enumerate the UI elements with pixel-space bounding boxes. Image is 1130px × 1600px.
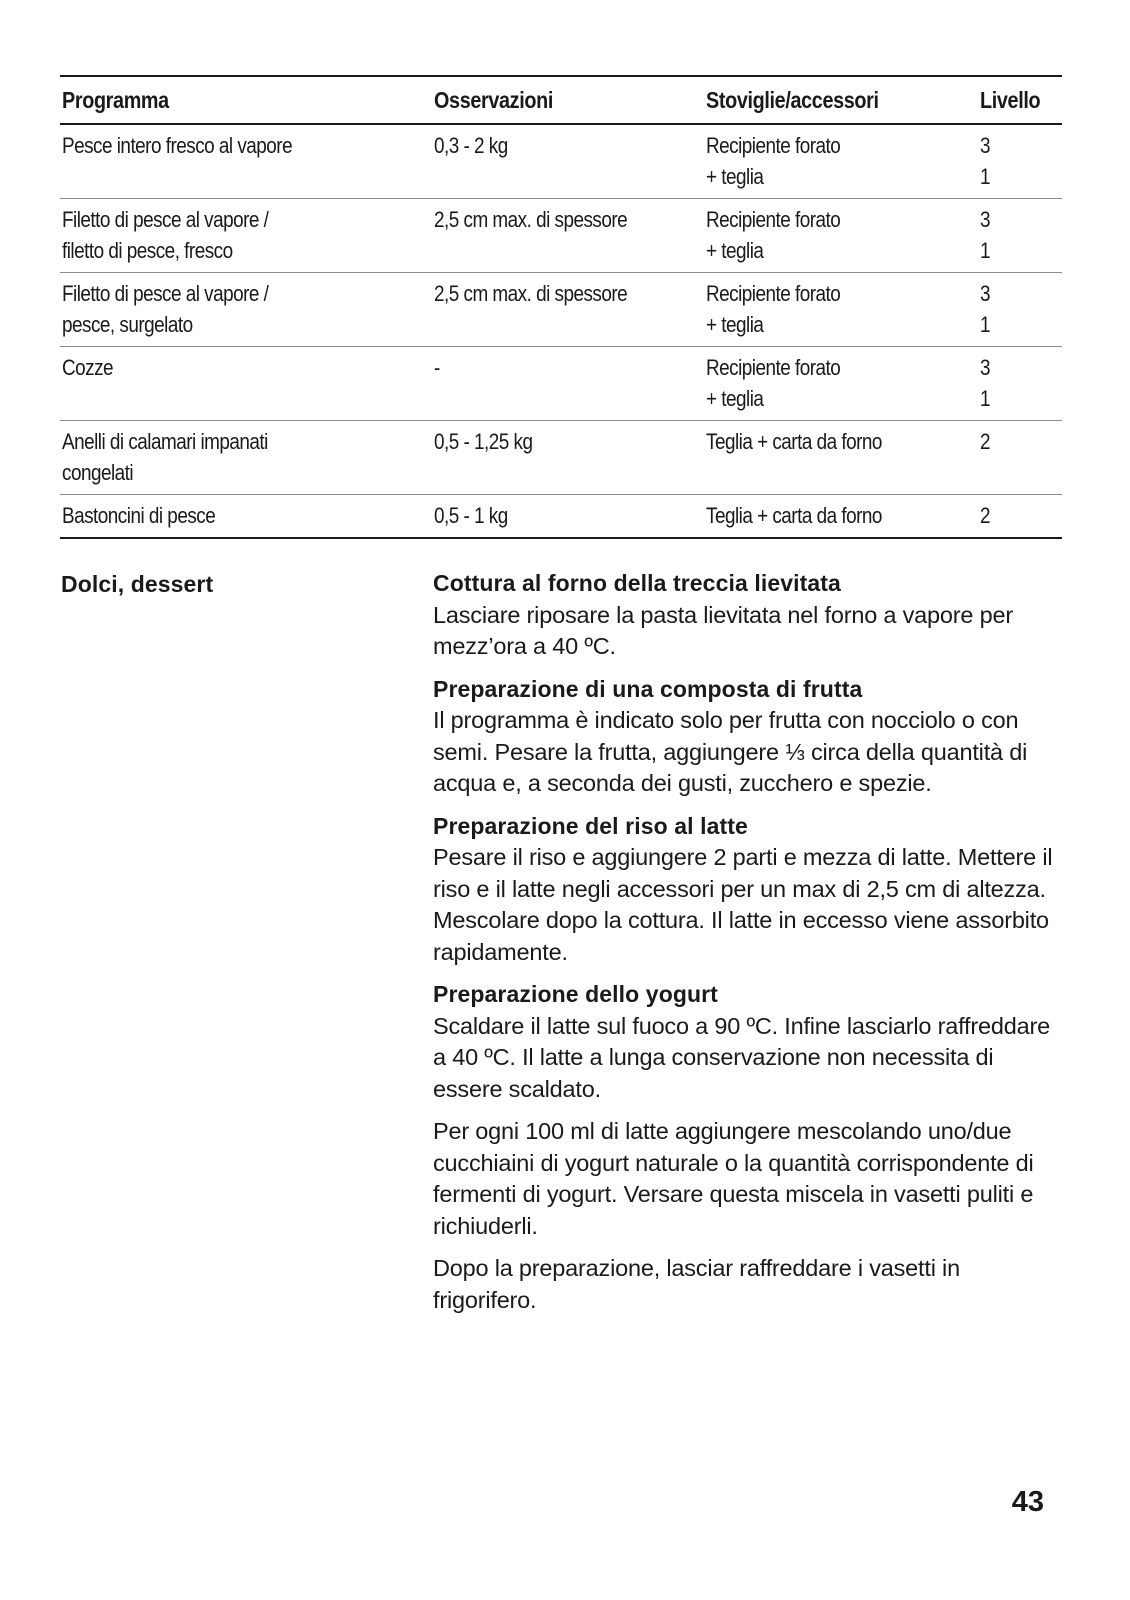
cell-line <box>62 500 432 531</box>
cell-stoviglie <box>706 352 980 414</box>
cell-line <box>706 352 980 383</box>
block-paragraph: Per ogni 100 ml di latte aggiungere mescolando uno/due cucchiaini di yogurt naturale o la quantità corrispondente di fermenti di yogurt. Versare questa miscela in vasetti puliti e richiuderli. <box>433 1118 1034 1239</box>
cell-livello <box>980 130 1062 192</box>
header-programma: Programma <box>62 86 169 113</box>
block-heading: Preparazione di una composta di frutta <box>433 675 863 702</box>
header-livello: Livello <box>980 86 1041 113</box>
cell-osservazioni <box>432 352 706 414</box>
cell-line <box>434 278 706 309</box>
cell-text: 3 <box>980 281 991 306</box>
cell-line <box>706 204 980 235</box>
cell-stoviglie <box>706 204 980 266</box>
cell-text: 2,5 cm max. di spessore <box>434 281 628 306</box>
cell-text: Filetto di pesce al vapore / <box>62 281 269 306</box>
cell-line <box>706 383 980 414</box>
cell-line <box>62 130 432 161</box>
cell-line <box>980 130 1062 161</box>
page-number: 43 <box>1011 1486 1044 1518</box>
cell-line <box>62 309 432 340</box>
table-row <box>60 273 1062 347</box>
cell-stoviglie <box>706 500 980 531</box>
cell-text: 3 <box>980 355 991 380</box>
content-block <box>433 979 1053 1316</box>
section-content <box>433 568 1053 1327</box>
cell-stoviglie <box>706 278 980 340</box>
cell-line <box>980 161 1062 192</box>
cell-text: 1 <box>980 312 991 337</box>
cell-text: pesce, surgelato <box>62 312 193 337</box>
cell-line <box>980 309 1062 340</box>
cell-line <box>706 235 980 266</box>
cell-line <box>706 500 980 531</box>
cell-text: Recipiente forato <box>706 281 841 306</box>
cell-text: 2 <box>980 429 991 454</box>
cell-line <box>706 426 980 457</box>
cell-livello <box>980 426 1062 488</box>
cell-line <box>434 352 706 383</box>
cell-text: 3 <box>980 133 991 158</box>
cell-osservazioni <box>432 204 706 266</box>
cell-line <box>62 204 432 235</box>
cell-text: Teglia + carta da forno <box>706 429 882 454</box>
cell-osservazioni <box>432 278 706 340</box>
cell-line <box>980 352 1062 383</box>
cell-line <box>980 278 1062 309</box>
cell-text: Bastoncini di pesce <box>62 503 216 528</box>
cell-text: 1 <box>980 386 991 411</box>
cell-text: 1 <box>980 238 991 263</box>
cell-osservazioni <box>432 130 706 192</box>
block-heading: Cottura al forno della treccia lievitata <box>433 570 841 596</box>
cell-text: Recipiente forato <box>706 355 841 380</box>
block-heading: Preparazione dello yogurt <box>433 981 718 1007</box>
content-block <box>433 811 1053 969</box>
cell-line <box>62 457 432 488</box>
cell-text: Filetto di pesce al vapore / <box>62 207 269 232</box>
cell-line <box>706 130 980 161</box>
cell-text: - <box>434 355 440 380</box>
table-row <box>60 421 1062 495</box>
cell-text: 1 <box>980 164 991 189</box>
table-header-row <box>60 77 1062 125</box>
cell-text: + teglia <box>706 386 764 411</box>
cell-text: 2 <box>980 503 991 528</box>
cell-livello <box>980 352 1062 414</box>
cell-text: Teglia + carta da forno <box>706 503 882 528</box>
content-block <box>433 674 1053 800</box>
cell-line <box>62 352 432 383</box>
cell-programma <box>60 500 432 531</box>
cell-osservazioni <box>432 500 706 531</box>
cell-text: + teglia <box>706 312 764 337</box>
cell-stoviglie <box>706 130 980 192</box>
cell-line <box>980 235 1062 266</box>
cooking-table <box>60 75 1062 539</box>
cell-text: congelati <box>62 460 134 485</box>
block-paragraph: Il programma è indicato solo per frutta con nocciolo o con semi. Pesare la frutta, aggiungere ⅓ circa della quantità di acqua e, a seconda dei gusti, zucchero e spezie. <box>433 707 1028 796</box>
cell-text: Recipiente forato <box>706 207 841 232</box>
cell-text: 0,5 - 1,25 kg <box>434 429 533 454</box>
cell-line <box>980 426 1062 457</box>
cell-text: Cozze <box>62 355 114 380</box>
cell-text: 3 <box>980 207 991 232</box>
table-row <box>60 125 1062 199</box>
cell-line <box>434 500 706 531</box>
block-heading: Preparazione del riso al latte <box>433 812 748 839</box>
table-row <box>60 199 1062 273</box>
cell-livello <box>980 500 1062 531</box>
cell-line <box>706 278 980 309</box>
cell-programma <box>60 204 432 266</box>
cell-line <box>706 161 980 192</box>
block-paragraph: Dopo la preparazione, lasciar raffreddare i vasetti in frigorifero. <box>433 1255 960 1313</box>
cell-line <box>706 309 980 340</box>
cell-line <box>62 426 432 457</box>
cell-text: 2,5 cm max. di spessore <box>434 207 628 232</box>
cell-line <box>980 383 1062 414</box>
cell-line <box>434 130 706 161</box>
cell-text: Anelli di calamari impanati <box>62 429 268 454</box>
block-paragraph: Pesare il riso e aggiungere 2 parti e mezza di latte. Mettere il riso e il latte negli accessori per un max di 2,5 cm di altezza. Mescolare dopo la cottura. Il latte in eccesso viene assorbito rapidamente. <box>433 844 1053 965</box>
cell-text: + teglia <box>706 164 764 189</box>
cell-line <box>980 500 1062 531</box>
cell-line <box>434 426 706 457</box>
cell-text: Recipiente forato <box>706 133 841 158</box>
cell-text: filetto di pesce, fresco <box>62 238 233 263</box>
cell-stoviglie <box>706 426 980 488</box>
cell-livello <box>980 204 1062 266</box>
header-stoviglie: Stoviglie/accessori <box>706 86 879 113</box>
section-title: Dolci, dessert <box>61 571 214 597</box>
cell-line <box>980 204 1062 235</box>
cell-osservazioni <box>432 426 706 488</box>
block-paragraph: Scaldare il latte sul fuoco a 90 ºC. Infine lasciarlo raffreddare a 40 ºC. Il latte a lunga conservazione non necessita di essere scaldato. <box>433 1012 1050 1102</box>
table-row <box>60 347 1062 421</box>
cell-programma <box>60 130 432 192</box>
cell-text: Pesce intero fresco al vapore <box>62 133 293 158</box>
cell-text: + teglia <box>706 238 764 263</box>
cell-line <box>62 278 432 309</box>
cell-programma <box>60 278 432 340</box>
table-body <box>60 125 1062 537</box>
cell-line <box>62 235 432 266</box>
table-row <box>60 495 1062 537</box>
cell-text: 0,3 - 2 kg <box>434 133 508 158</box>
block-paragraph: Lasciare riposare la pasta lievitata nel forno a vapore per mezz’ora a 40 ºC. <box>433 601 1013 659</box>
header-osservazioni: Osservazioni <box>434 86 554 113</box>
cell-programma <box>60 426 432 488</box>
cell-line <box>434 204 706 235</box>
content-block <box>433 568 1053 663</box>
cell-text: 0,5 - 1 kg <box>434 503 508 528</box>
cell-livello <box>980 278 1062 340</box>
cell-programma <box>60 352 432 414</box>
